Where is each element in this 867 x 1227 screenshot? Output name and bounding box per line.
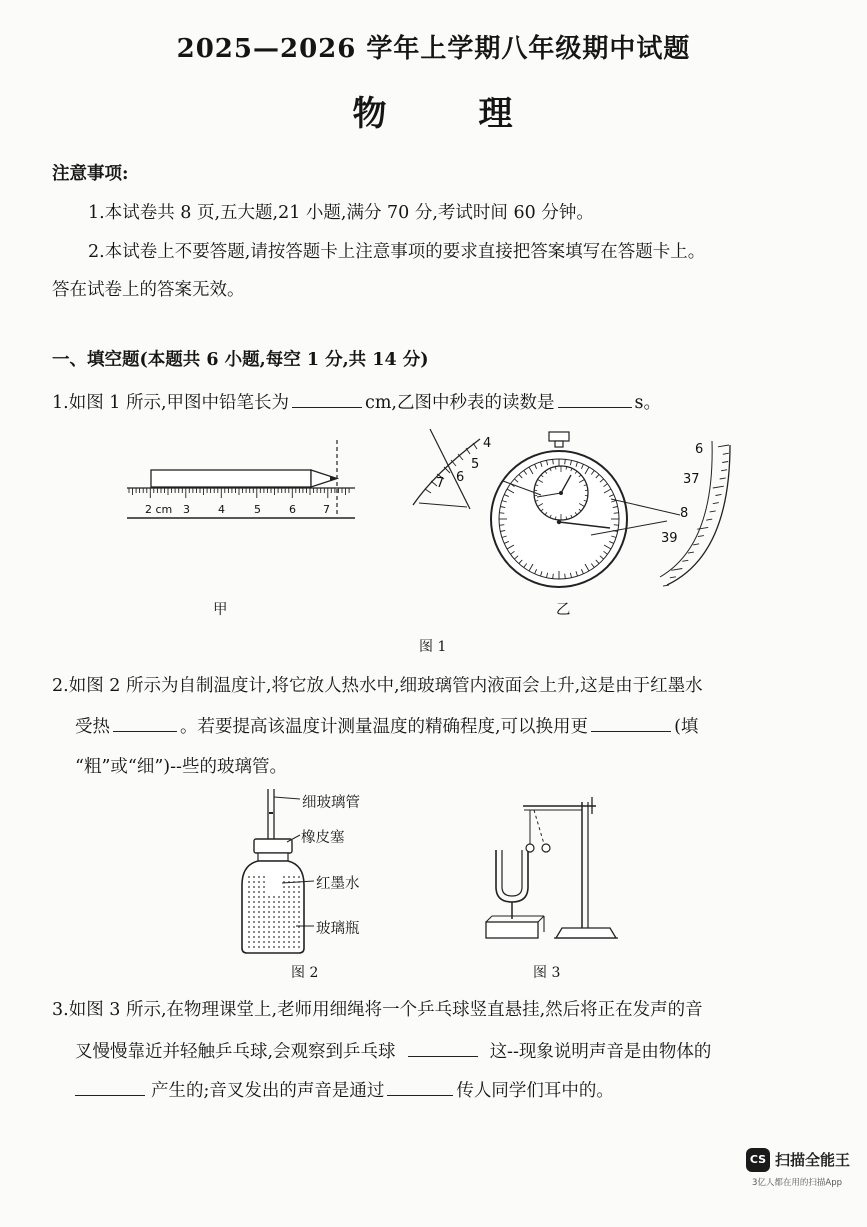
label-glass-bottle: 玻璃瓶 bbox=[316, 921, 360, 937]
ruler-label-3: 3 bbox=[183, 503, 190, 516]
figure-1-caption: 图 1 bbox=[419, 639, 447, 655]
q1-blank-time bbox=[558, 391, 632, 408]
question-1-text bbox=[52, 389, 661, 414]
label-red-ink: 红墨水 bbox=[316, 876, 360, 892]
q1-blank-length bbox=[292, 391, 362, 408]
ruler-label-7: 7 bbox=[323, 503, 330, 516]
notice-item-2: 2.本试卷上不要答题,请按答题卡上注意事项的要求直接把答案填写在答题卡上。 bbox=[88, 242, 706, 262]
notice-item-2-cont: 答在试卷上的答案无效。 bbox=[52, 280, 245, 300]
ruler-label-5: 5 bbox=[254, 503, 261, 516]
left-dial-label-7: 7 bbox=[436, 476, 445, 491]
q3-part4: 传人同学们耳中的。 bbox=[456, 1081, 614, 1101]
question-2-line-2 bbox=[75, 713, 698, 738]
ruler-label-6: 6 bbox=[289, 503, 296, 516]
left-dial-label-5: 5 bbox=[471, 457, 480, 472]
figure-label-yi: 乙 bbox=[556, 602, 571, 618]
right-dial-label-8: 8 bbox=[680, 506, 689, 521]
question-2-line-1: 2.如图 2 所示为自制温度计,将它放人热水中,细玻璃管内液面会上升,这是由于红墨水 bbox=[52, 676, 703, 696]
stopwatch-figure bbox=[405, 425, 735, 595]
q2-part2: 。若要提高该温度计测量温度的精确程度,可以换用更 bbox=[180, 717, 589, 737]
q3-blank-3 bbox=[387, 1079, 453, 1096]
notice-item-1: 1.本试卷共 8 页,五大题,21 小题,满分 70 分,考试时间 60 分钟。 bbox=[88, 203, 594, 223]
question-3-line-2 bbox=[75, 1038, 711, 1063]
q1-part2: cm,乙图中秒表的读数是 bbox=[365, 393, 555, 413]
exam-title: 2025—2026 学年上学期八年级期中试题 bbox=[176, 34, 691, 64]
figure-3-caption: 图 3 bbox=[533, 965, 561, 981]
scanner-logo-icon: CS bbox=[746, 1148, 770, 1172]
question-2-line-3: “粗”或“细”)--些的玻璃管。 bbox=[75, 757, 287, 777]
left-dial-label-6: 6 bbox=[456, 470, 465, 485]
q3-part3: 产生的;音叉发出的声音是通过 bbox=[151, 1081, 385, 1101]
q3-blank-1 bbox=[408, 1040, 478, 1057]
q2-blank-1 bbox=[113, 715, 177, 732]
subject-title bbox=[0, 86, 867, 135]
q2-part3: (填 bbox=[674, 717, 699, 737]
figure-label-jia: 甲 bbox=[213, 602, 228, 618]
scanner-app-name: 扫描全能王 bbox=[775, 1151, 851, 1169]
q3-blank-2 bbox=[75, 1079, 145, 1096]
ruler-label-2cm: 2 cm bbox=[145, 503, 173, 516]
figure-2-caption: 图 2 bbox=[291, 965, 319, 981]
right-dial-label-37: 37 bbox=[683, 472, 700, 487]
label-glass-tube: 细玻璃管 bbox=[302, 795, 360, 811]
question-3-line-3 bbox=[75, 1077, 614, 1102]
q3-part1: 叉慢慢靠近并轻触乒乓球,会观察到乒乓球 bbox=[75, 1042, 396, 1062]
scanner-app-tagline: 3亿人都在用的扫描App bbox=[752, 1178, 843, 1188]
question-3-line-1: 3.如图 3 所示,在物理课堂上,老师用细绳将一个乒乓球竖直悬挂,然后将正在发声的音 bbox=[52, 1000, 703, 1020]
subject-char-1: 物 bbox=[352, 94, 389, 134]
right-dial-label-6: 6 bbox=[695, 442, 704, 457]
q1-part3: s。 bbox=[634, 393, 661, 413]
q2-blank-2 bbox=[591, 715, 671, 732]
q3-part2: 这--现象说明声音是由物体的 bbox=[489, 1042, 712, 1062]
ruler-pencil-figure bbox=[125, 438, 360, 523]
q1-part1: 1.如图 1 所示,甲图中铅笔长为 bbox=[52, 393, 290, 413]
label-rubber-stopper: 橡皮塞 bbox=[301, 830, 345, 846]
section-heading: 一、填空题(本题共 6 小题,每空 1 分,共 14 分) bbox=[52, 350, 429, 370]
subject-char-2: 理 bbox=[478, 94, 515, 134]
ruler-label-4: 4 bbox=[218, 503, 225, 516]
left-dial-label-4: 4 bbox=[483, 436, 492, 451]
notice-heading: 注意事项: bbox=[52, 164, 129, 184]
q2-part1: 受热 bbox=[75, 717, 110, 737]
tuning-fork-figure bbox=[478, 792, 618, 952]
right-dial-label-39: 39 bbox=[661, 531, 678, 546]
